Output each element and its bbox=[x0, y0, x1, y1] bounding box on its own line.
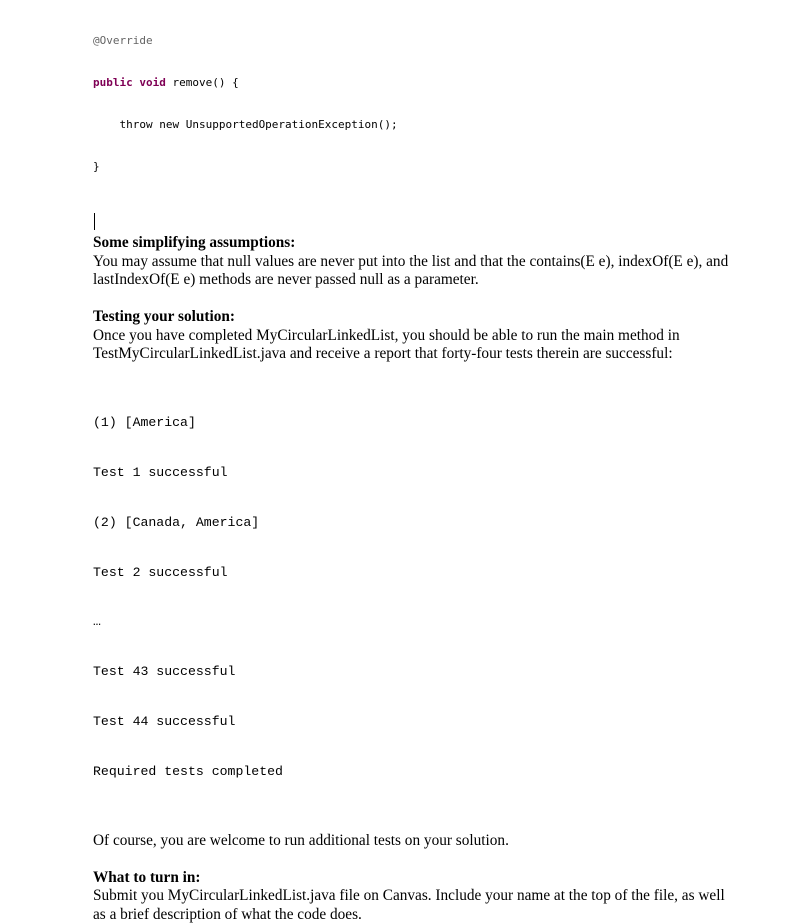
code-line-annotation: @Override bbox=[93, 34, 153, 47]
code-method-rest: remove() { bbox=[165, 76, 239, 89]
spacer bbox=[93, 850, 733, 869]
code-snippet bbox=[93, 6, 733, 202]
section-additional bbox=[93, 832, 733, 851]
additional-body: Of course, you are welcome to run additional tests on your solution. bbox=[93, 831, 509, 849]
testing-body: Once you have completed MyCircularLinkedList, you should be able to run the main method in TestMyCircularLinkedList.java and receive a report that forty-four tests therein are successful: bbox=[93, 326, 680, 362]
test-output-line: Test 2 successful bbox=[93, 564, 228, 580]
section-assumptions bbox=[93, 234, 733, 290]
spacer bbox=[93, 290, 733, 309]
document-page bbox=[93, 6, 733, 924]
spacer bbox=[93, 364, 733, 383]
test-output-line: Required tests completed bbox=[93, 763, 283, 779]
test-output-line: (2) [Canada, America] bbox=[93, 514, 260, 530]
turn-in-heading: What to turn in: bbox=[93, 868, 201, 886]
code-line-throw: throw new UnsupportedOperationException(); bbox=[93, 118, 398, 131]
test-output-line: Test 44 successful bbox=[93, 713, 236, 729]
test-output-line: Test 43 successful bbox=[93, 664, 236, 680]
test-output-ellipsis: … bbox=[93, 614, 101, 630]
section-testing bbox=[93, 308, 733, 364]
test-output-line: Test 1 successful bbox=[93, 464, 228, 480]
assumptions-heading: Some simplifying assumptions: bbox=[93, 234, 296, 251]
code-line-method-signature bbox=[93, 76, 733, 90]
code-keyword: public void bbox=[93, 76, 166, 89]
test-output-line: (1) [America] bbox=[93, 415, 196, 431]
section-turn-in bbox=[93, 869, 733, 924]
turn-in-body: Submit you MyCircularLinkedList.java file on Canvas. Include your name at the top of the file, as well as a brief description of what the code does. bbox=[93, 887, 725, 923]
spacer bbox=[93, 813, 733, 832]
code-line-close-brace: } bbox=[93, 160, 100, 173]
assumptions-body: You may assume that null values are never put into the list and that the contains(E e), indexOf(E e), and lastIndexOf(E e) methods are never passed null as a parameter. bbox=[93, 252, 729, 288]
test-output bbox=[93, 382, 733, 813]
text-cursor[interactable] bbox=[94, 213, 95, 230]
testing-heading: Testing your solution: bbox=[93, 308, 235, 325]
